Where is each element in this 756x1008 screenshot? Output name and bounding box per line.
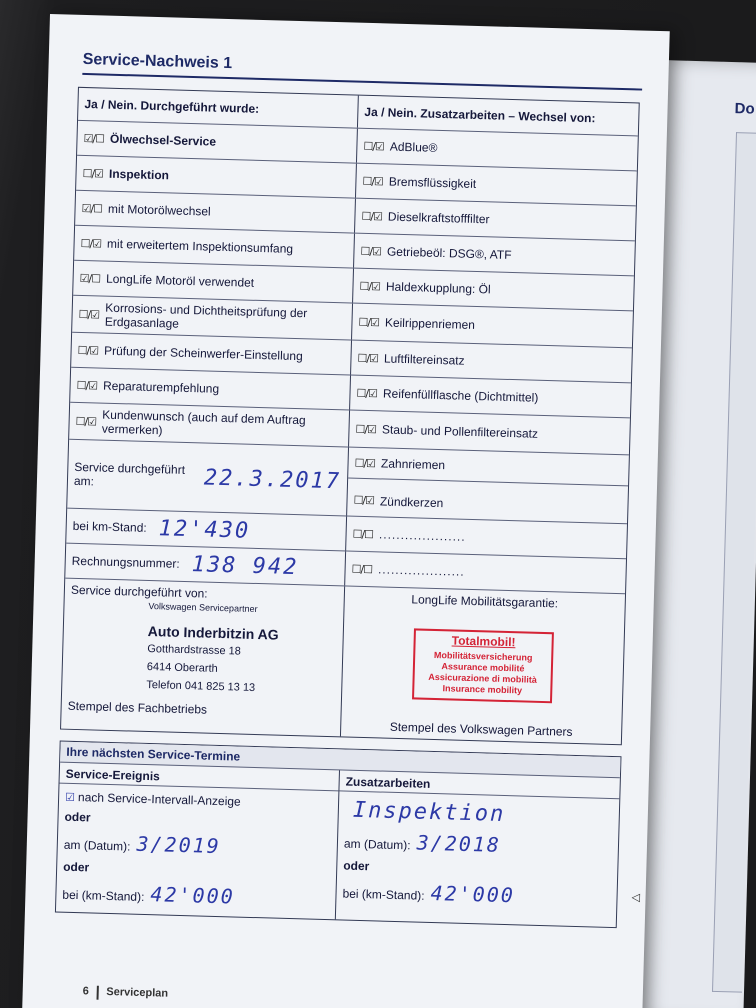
checkbox-pair[interactable]: ☐/☑ — [356, 386, 378, 400]
extra-date-value[interactable]: 3/2018 — [416, 830, 502, 857]
row-label: LongLife Motoröl verwendet — [105, 271, 255, 290]
checkbox-pair[interactable]: ☐/☑ — [363, 139, 385, 153]
row-label: mit erweitertem Inspektionsumfang — [106, 236, 294, 256]
blank-line[interactable]: .................... — [377, 562, 465, 579]
oder-label: oder — [64, 809, 91, 825]
dealer-city: 6414 Oberarth — [146, 660, 218, 675]
interval-label: nach Service-Intervall-Anzeige — [77, 790, 241, 809]
row-label: Getriebeöl: DSG®, ATF — [386, 244, 512, 262]
row-label: Inspektion — [108, 166, 170, 183]
row-label: Zündkerzen — [379, 493, 444, 510]
checkbox-pair[interactable]: ☐/☑ — [361, 209, 383, 223]
checkbox-pair[interactable]: ☐/☑ — [78, 307, 100, 321]
invoice-label: Rechnungsnummer: — [71, 553, 180, 571]
next-service-section — [55, 741, 622, 929]
extra-work-column — [336, 770, 620, 927]
km-label: bei (km-Stand): — [62, 887, 145, 904]
title-rule — [82, 73, 642, 91]
dealer-subtitle: Volkswagen Servicepartner — [148, 600, 258, 615]
invoice-value[interactable]: 138 942 — [191, 551, 299, 580]
checkbox-pair[interactable]: ☐/☑ — [82, 166, 104, 181]
service-date-label: Service durchgeführt am: — [73, 459, 186, 489]
row-label: Zahnriemen — [380, 456, 446, 473]
checkbox-pair[interactable]: ☐/☑ — [358, 315, 380, 329]
stamp-line: Assicurazione di mobilità — [428, 671, 538, 685]
footer-divider — [97, 986, 99, 1000]
extra-km-value[interactable]: 42'000 — [430, 880, 516, 908]
page-footer — [83, 985, 169, 1001]
date-label: am (Datum): — [343, 836, 411, 853]
km-label: bei km-Stand: — [72, 518, 147, 535]
row-label: Prüfung der Scheinwerfer-Einstellung — [103, 343, 303, 364]
date-label: am (Datum): — [63, 837, 131, 854]
oder-label: oder — [343, 858, 370, 874]
row-label: Dieselkraftstofffilter — [387, 209, 490, 227]
page-title: Service-Nachweis 1 — [82, 50, 233, 73]
stamp-line: Insurance mobility — [442, 682, 523, 695]
row-label: Ölwechsel-Service — [109, 131, 217, 149]
row-label: mit Motorölwechsel — [107, 201, 211, 219]
row-label: Haldexkupplung: Öl — [385, 279, 491, 297]
checkbox-pair[interactable]: ☐/☑ — [354, 456, 376, 470]
checkbox-pair[interactable]: ☐/☑ — [76, 378, 98, 392]
stamp-line: Assurance mobilité — [441, 660, 525, 674]
guarantee-label: LongLife Mobilitätsgarantie: — [411, 592, 559, 611]
row-label: Kundenwunsch (auch auf dem Auftrag vermerken) — [101, 407, 306, 438]
checkbox-pair[interactable]: ☐/☑ — [355, 422, 377, 436]
checkbox-pair[interactable]: ☐/☑ — [77, 343, 99, 357]
row-label: Staub- und Pollenfiltereinsatz — [381, 422, 539, 441]
checkbox-pair[interactable]: ☐/☑ — [360, 244, 382, 258]
performed-by-label: Service durchgeführt von: — [70, 582, 208, 601]
checkbox-pair[interactable]: ☐/☑ — [80, 236, 102, 251]
row-label: Korrosions- und Dichtheitsprüfung der Erdgasanlage — [104, 300, 308, 331]
page-turn-icon: ◁ — [631, 891, 641, 904]
dealer-stamp-caption: Stempel des Fachbetriebs — [67, 698, 208, 717]
section-name: Serviceplan — [106, 985, 169, 1000]
service-grid — [60, 87, 640, 745]
checkbox-pair[interactable]: ☐/☑ — [362, 174, 384, 188]
extra-work-head: Zusatzarbeiten — [339, 772, 619, 799]
row-label: AdBlue® — [389, 139, 438, 155]
dealer-name: Auto Inderbitzin AG — [147, 622, 279, 643]
row-label: Luftfiltereinsatz — [383, 351, 465, 368]
checkbox-pair[interactable]: ☐/☐ — [352, 527, 374, 541]
checkbox-pair[interactable]: ☐/☑ — [357, 351, 379, 365]
extra-work-value[interactable]: Inspektion — [352, 797, 506, 828]
stamp-line: Mobilitätsversicherung — [433, 649, 533, 663]
checkbox-pair[interactable]: ☑/☐ — [81, 201, 103, 216]
checkbox-pair[interactable]: ☐/☑ — [75, 414, 97, 428]
guarantee-area — [341, 586, 625, 744]
totalmobil-stamp — [412, 628, 554, 703]
header-left: Ja / Nein. Durchgeführt wurde: — [78, 88, 359, 128]
dealer-stamp-area — [61, 579, 345, 737]
checkbox-pair[interactable]: ☐/☑ — [359, 279, 381, 293]
right-page-title: Do — [734, 100, 755, 118]
next-km-value[interactable]: 42'000 — [150, 882, 236, 909]
oder-label: oder — [63, 859, 90, 875]
blank-line[interactable]: .................... — [378, 527, 466, 544]
page-number: 6 — [82, 985, 90, 998]
interval-checkbox[interactable]: ☑ — [64, 790, 75, 804]
service-page — [22, 14, 670, 1008]
stamp-row — [61, 579, 625, 745]
row-label: Reparaturempfehlung — [102, 378, 220, 396]
service-event-head: Service-Ereignis — [60, 765, 339, 792]
row-label: Keilrippenriemen — [384, 315, 476, 332]
km-value[interactable]: 12'430 — [158, 515, 251, 544]
row-label: Bremsflüssigkeit — [388, 174, 477, 191]
dealer-street: Gotthardstrasse 18 — [147, 642, 242, 658]
row-label: Reifenfüllflasche (Dichtmittel) — [382, 386, 539, 405]
next-date-value[interactable]: 3/2019 — [136, 831, 222, 859]
header-right: Ja / Nein. Zusatzarbeiten – Wechsel von: — [364, 104, 596, 126]
dealer-phone: Telefon 041 825 13 13 — [146, 678, 256, 694]
checkbox-pair[interactable]: ☐/☑ — [353, 493, 375, 508]
km-label: bei (km-Stand): — [342, 886, 425, 903]
partner-stamp-caption: Stempel des Volkswagen Partners — [389, 719, 573, 739]
checkbox-pair[interactable]: ☐/☐ — [351, 562, 373, 576]
checkbox-pair[interactable]: ☑/☐ — [83, 131, 105, 146]
service-event-column — [56, 763, 340, 920]
next-service-title: Ihre nächsten Service-Termine — [60, 742, 620, 779]
stamp-title: Totalmobil! — [451, 632, 516, 649]
checkbox-pair[interactable]: ☑/☐ — [79, 271, 101, 285]
service-date-value[interactable]: 22.3.2017 — [203, 464, 342, 494]
